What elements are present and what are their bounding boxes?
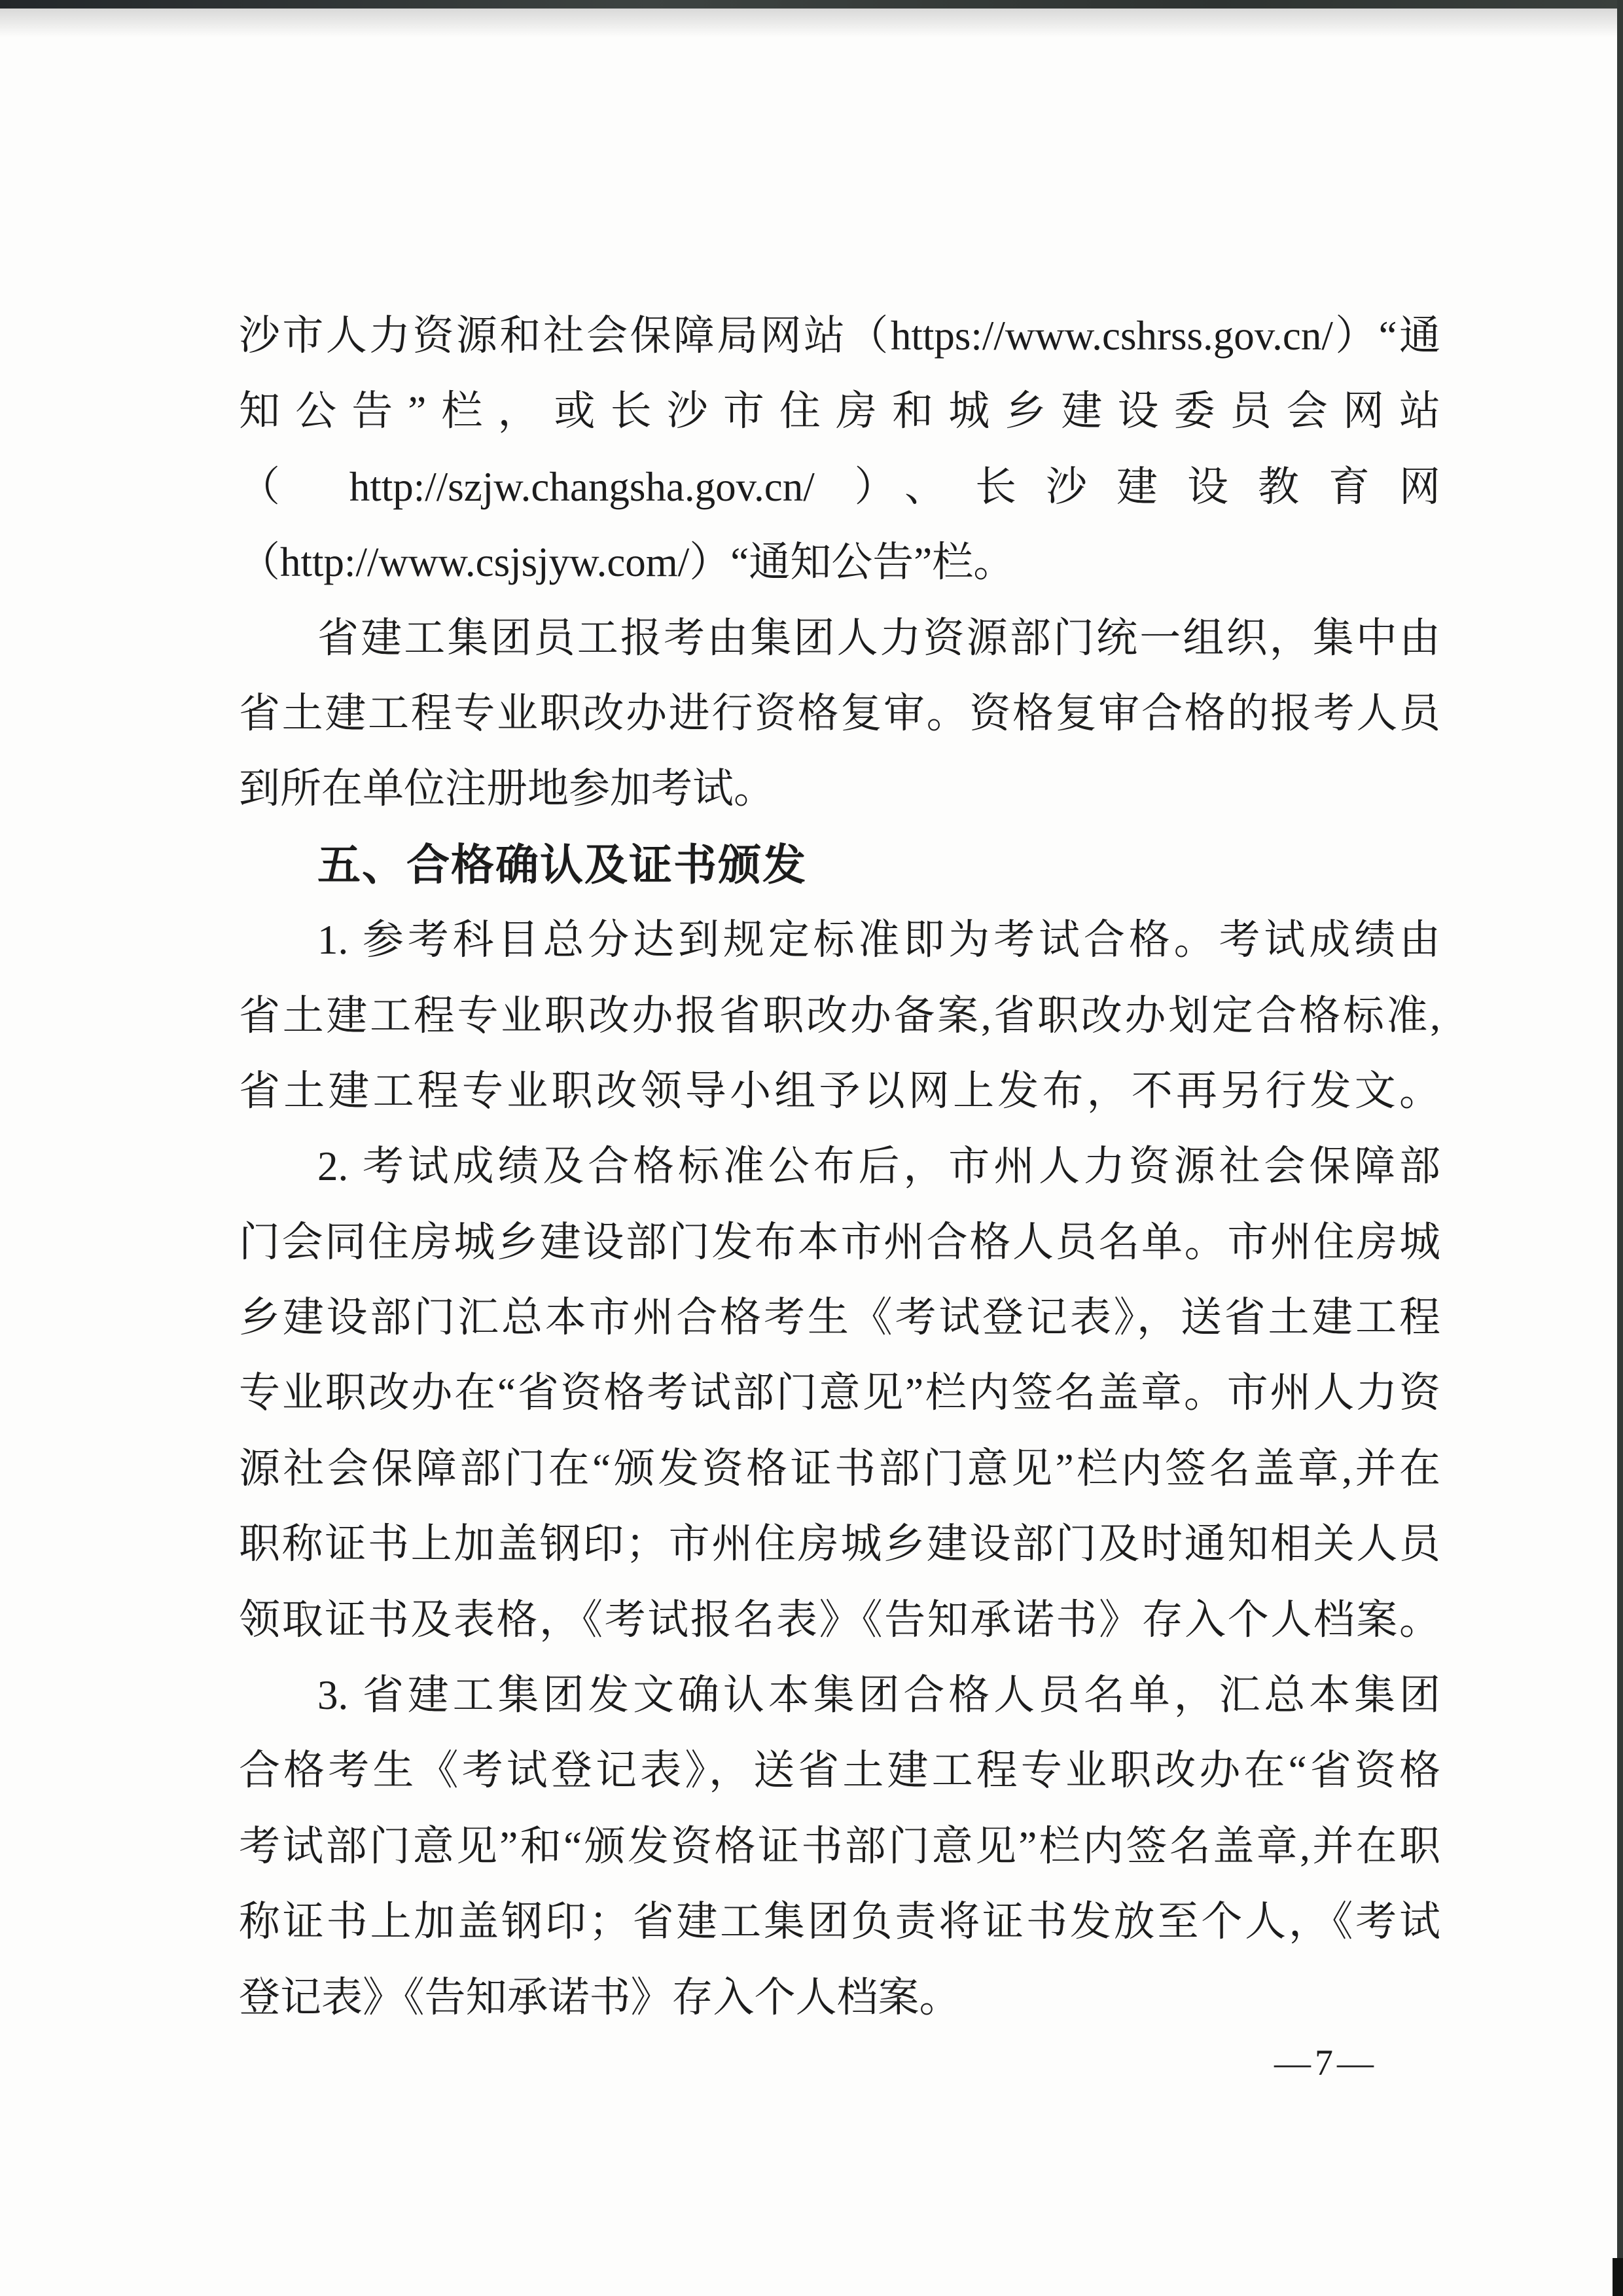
item2-line: 领取证书及表格，《考试报名表》《告知承诺书》存入个人档案。 (239, 1596, 1440, 1643)
item2-line: 专业职改办在“省资格考试部门意见”栏内签名盖章。市州人力资 (239, 1370, 1440, 1416)
scan-edge-bottom-right (1613, 2258, 1623, 2296)
section-heading: 五、合格确认及证书颁发 (317, 839, 807, 890)
page-number: —7— (1274, 2043, 1378, 2083)
scan-edge-top (0, 0, 1623, 9)
scan-edge-right (1617, 0, 1623, 2296)
item1-line: 省土建工程专业职改领导小组予以网上发布，不再另行发文。 (239, 1067, 1440, 1114)
para2-line: 到所在单位注册地参加考试。 (239, 766, 775, 812)
item3-line: 考试部门意见”和“颁发资格证书部门意见”栏内签名盖章,并在职 (239, 1823, 1440, 1869)
item3-line: 称证书上加盖钢印；省建工集团负责将证书发放至个人，《考试 (239, 1899, 1440, 1945)
item2-line: 源社会保障部门在“颁发资格证书部门意见”栏内签名盖章,并在 (239, 1445, 1440, 1492)
item2-line: 乡建设部门汇总本市州合格考生《考试登记表》，送省土建工程 (239, 1295, 1440, 1341)
para2-line: 省土建工程专业职改办进行资格复审。资格复审合格的报考人员 (239, 690, 1440, 736)
item1-line: 1. 参考科目总分达到规定标准即为考试合格。考试成绩由 (317, 917, 1440, 963)
para1-line: （http://www.csjsjyw.com/）“通知公告”栏。 (239, 539, 1015, 586)
item3-line: 3. 省建工集团发文确认本集团合格人员名单，汇总本集团 (317, 1672, 1440, 1719)
item2-line: 职称证书上加盖钢印；市州住房城乡建设部门及时通知相关人员 (239, 1521, 1440, 1568)
para1-line: 沙市人力资源和社会保障局网站（https://www.cshrss.gov.cn/）“通 (239, 313, 1440, 359)
para1-line: 知公告”栏，或长沙市住房和城乡建设委员会网站 (239, 388, 1440, 435)
scan-edge-top-shadow (0, 9, 1623, 37)
para2-line: 省建工集团员工报考由集团人力资源部门统一组织，集中由 (317, 615, 1440, 661)
item1-line: 省土建工程专业职改办报省职改办备案,省职改办划定合格标准, (239, 992, 1440, 1039)
item2-line: 2. 考试成绩及合格标准公布后，市州人力资源社会保障部 (317, 1143, 1440, 1190)
item2-line: 门会同住房城乡建设部门发布本市州合格人员名单。市州住房城 (239, 1219, 1440, 1265)
item3-line: 登记表》《告知承诺书》存入个人档案。 (239, 1974, 961, 2020)
document-body (239, 298, 1440, 2036)
para1-line: （ http://szjw.changsha.gov.cn/ ）、长沙建设教育网 (239, 463, 1440, 510)
item3-line: 合格考生《考试登记表》，送省土建工程专业职改办在“省资格 (239, 1748, 1440, 1794)
